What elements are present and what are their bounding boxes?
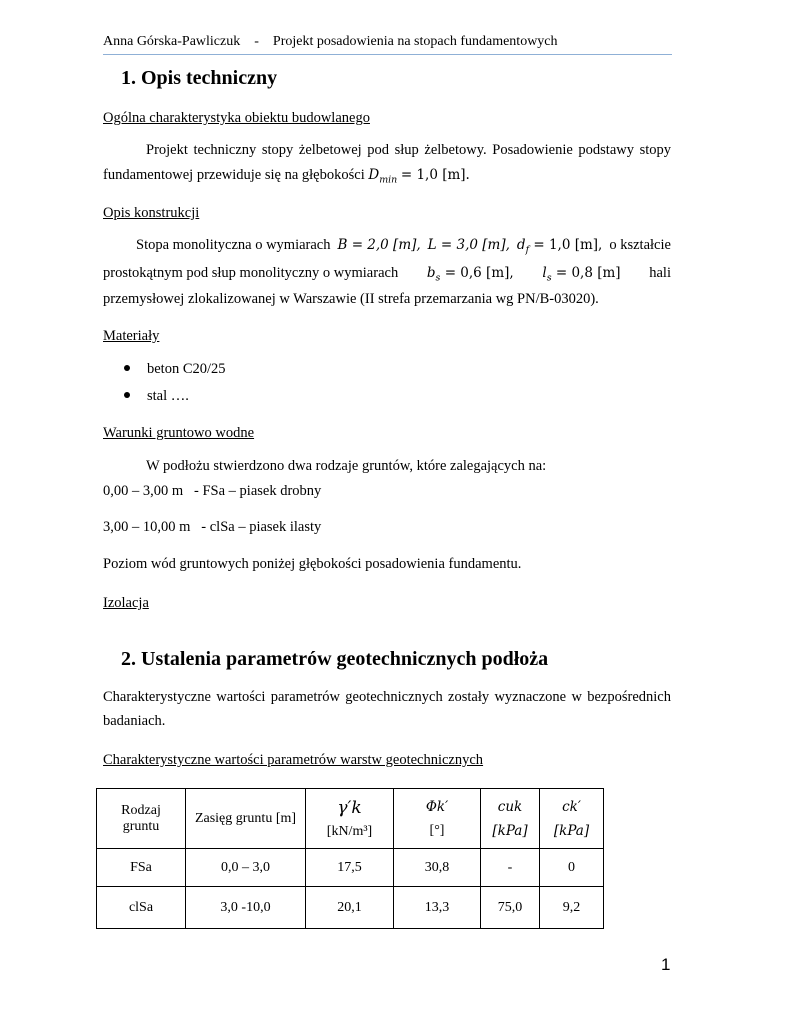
paragraph-section2-line-2: badaniach.: [103, 713, 166, 729]
paragraph-text: o kształcie: [609, 237, 671, 253]
math-bs: $b_s = 0,6$ [m],: [426, 265, 514, 284]
table-row: [97, 849, 604, 887]
table-cell: 13,3: [394, 887, 481, 929]
section-1-heading: 1. Opis techniczny: [121, 67, 278, 89]
table-cell: 30,8: [394, 849, 481, 887]
table-cell: FSa: [97, 849, 186, 887]
math-dmin: $D_{min}$: [368, 167, 398, 186]
math-dmin-value: = 1,0 [m].: [400, 167, 470, 183]
header-cell-soil-type: Rodzaj gruntu: [97, 789, 186, 849]
table-cell: -: [481, 849, 540, 887]
table-cell: 0,0 – 3,0: [186, 849, 306, 887]
paragraph-ground-line-3: 3,00 – 10,00 m - clSa – piasek ilasty: [103, 519, 322, 535]
list-item: beton C20/25: [124, 361, 226, 378]
subheading-construction: Opis konstrukcji: [103, 205, 200, 221]
header-separator: -: [254, 34, 259, 49]
table-header-row: [97, 789, 604, 849]
paragraph-general-line-1: Projekt techniczny stopy żelbetowej pod słup żelbetowy. Posadowienie podstawy stopy: [146, 142, 671, 158]
header-author: Anna Górska-Pawliczuk: [103, 34, 241, 49]
math-L: L = 3,0 [m],: [427, 237, 510, 253]
page-number: 1: [661, 955, 671, 974]
paragraph-ground-line-4: Poziom wód gruntowych poniżej głębokości posadowienia fundamentu.: [103, 556, 522, 572]
paragraph-text: Stopa monolityczna o wymiarach: [136, 237, 331, 253]
paragraph-section2-line-1: Charakterystyczne wartości parametrów geotechnicznych zostały wyznaczone w bezpośrednich: [103, 689, 671, 705]
table-cell: 17,5: [306, 849, 394, 887]
table-cell: 3,0 -10,0: [186, 887, 306, 929]
subheading-materials: Materiały: [103, 328, 160, 344]
header-cell-phi: Φk′ [°]: [394, 789, 481, 849]
running-header: [103, 34, 671, 50]
table-cell: 0: [540, 849, 604, 887]
subheading-general: Ogólna charakterystyka obiektu budowlanego: [103, 110, 370, 126]
paragraph-text: hali: [649, 265, 671, 281]
table-cell: 20,1: [306, 887, 394, 929]
header-cell-ck: ck′ [kPa]: [540, 789, 604, 849]
math-ls: $l_s = 0,8$ [m]: [542, 265, 621, 284]
paragraph-construction-line-3: przemysłowej zlokalizowanej w Warszawie (II strefa przemarzania wg PN/B-03020).: [103, 291, 599, 307]
paragraph-construction-line-2: [103, 265, 671, 284]
section-2-heading: 2. Ustalenia parametrów geotechnicznych podłoża: [121, 648, 549, 670]
math-df: $d_f = 1,0$ [m],: [516, 237, 603, 256]
bullet-icon: [124, 365, 130, 371]
header-divider: [103, 54, 672, 55]
subheading-ground-conditions: Warunki gruntowo wodne: [103, 425, 255, 441]
paragraph-text: fundamentowej przewiduje się na głębokości: [103, 167, 365, 183]
table-row: [97, 887, 604, 929]
header-cell-gamma: γ′k [kN/m³]: [306, 789, 394, 849]
table-cell: clSa: [97, 887, 186, 929]
paragraph-construction-line-1: [136, 237, 671, 256]
header-title: Projekt posadowienia na stopach fundamentowych: [272, 34, 558, 49]
math-B: B = 2,0 [m],: [337, 237, 421, 253]
geotechnical-parameters-table: [96, 788, 604, 929]
bullet-icon: [124, 392, 130, 398]
header-cell-range: Zasięg gruntu [m]: [186, 789, 306, 849]
table-cell: 75,0: [481, 887, 540, 929]
table-caption: Charakterystyczne wartości parametrów warstw geotechnicznych: [103, 752, 484, 768]
paragraph-general-line-2: [103, 167, 470, 186]
header-cell-cuk: cuk [kPa]: [481, 789, 540, 849]
subheading-insulation: Izolacja: [103, 595, 149, 611]
list-item: stal ….: [124, 388, 189, 405]
paragraph-ground-line-2: 0,00 – 3,00 m - FSa – piasek drobny: [103, 483, 322, 499]
paragraph-ground-line-1: W podłożu stwierdzono dwa rodzaje gruntów, które zalegających na:: [146, 458, 547, 474]
table-cell: 9,2: [540, 887, 604, 929]
paragraph-text: prostokątnym pod słup monolityczny o wymiarach: [103, 265, 399, 281]
